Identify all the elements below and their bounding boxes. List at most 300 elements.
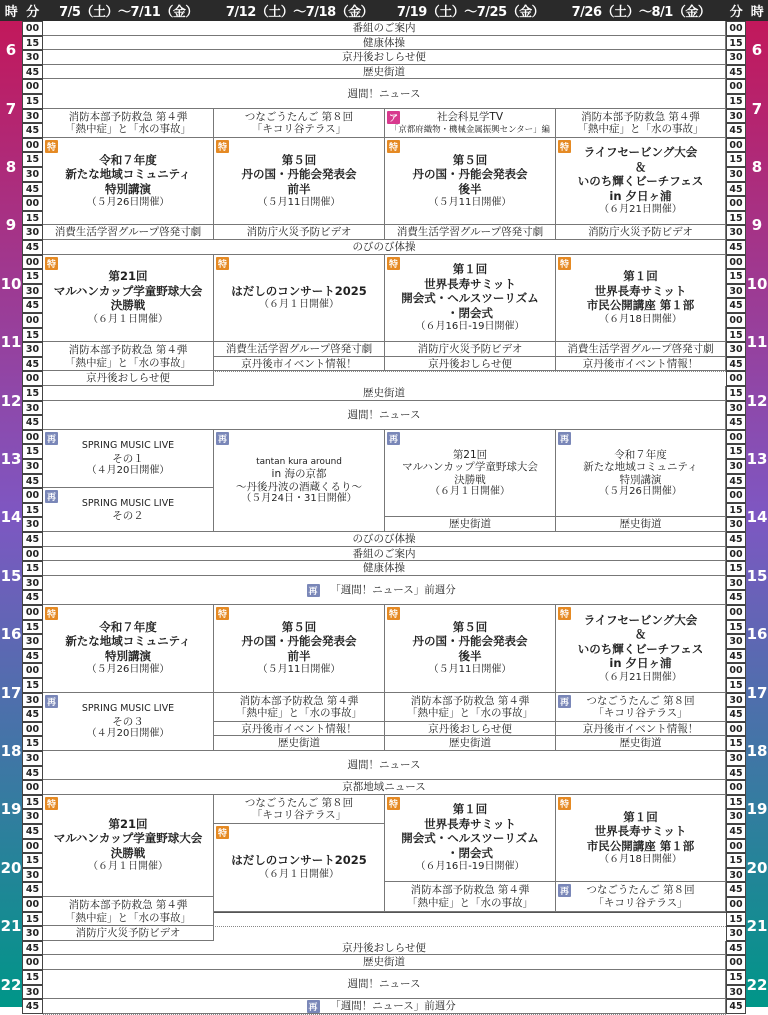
- minute-label: 00: [726, 430, 746, 445]
- program-text: [43, 548, 725, 561]
- minute-label: 30: [726, 576, 746, 591]
- minute-label: 15: [22, 269, 43, 284]
- program-title: SPRING MUSIC LIVE: [81, 497, 175, 509]
- program-line: 「熱中症」と「水の事故」: [65, 123, 191, 136]
- minute-label: 00: [726, 138, 746, 153]
- program-block[interactable]: [385, 736, 556, 751]
- program-line: 丹の国・丹能会発表会: [241, 167, 357, 182]
- program-text: [214, 723, 384, 736]
- program-block[interactable]: [43, 36, 726, 51]
- special-badge-icon: 特: [216, 826, 229, 839]
- minute-label: 00: [22, 313, 43, 328]
- program-title: 消防庁火災予防ビデオ: [417, 343, 523, 356]
- program-block[interactable]: [385, 693, 556, 722]
- hour-label: 14: [0, 508, 22, 527]
- program-block[interactable]: [385, 357, 556, 372]
- special-badge-icon: 特: [45, 607, 58, 620]
- minute-label: 15: [726, 503, 746, 518]
- program-block[interactable]: [214, 736, 385, 751]
- minute-label: 45: [726, 532, 746, 547]
- program-line: （６月18日開催）: [599, 854, 682, 866]
- program-block[interactable]: [214, 824, 385, 912]
- hour-label: 22: [746, 975, 768, 994]
- program-line: in 夕日ヶ浦: [609, 188, 672, 203]
- special-badge-icon: 特: [45, 797, 58, 810]
- minute-label: 00: [22, 79, 43, 94]
- minute-label: 45: [22, 182, 43, 197]
- program-line: （６月18日開催）: [599, 313, 682, 325]
- program-title: 消防本部予防救急 第４弾: [239, 694, 359, 707]
- hour-label: 17: [0, 683, 22, 702]
- program-block[interactable]: [43, 430, 214, 488]
- minute-label: 15: [22, 795, 43, 810]
- program-line: 新たな地域コミュニティ: [65, 634, 191, 649]
- program-line: 「キコリ谷テラス」: [251, 123, 347, 136]
- header-minute: 分: [22, 0, 43, 21]
- minute-label: 30: [726, 809, 746, 824]
- program-block[interactable]: [385, 882, 556, 911]
- program-text: [43, 269, 213, 327]
- program-block[interactable]: [214, 605, 385, 693]
- program-block[interactable]: [43, 547, 726, 562]
- program-line: いのち輝くビーチフェス: [577, 174, 704, 189]
- minute-label: 15: [22, 152, 43, 167]
- program-text: [43, 226, 213, 239]
- minute-label: 45: [22, 240, 43, 255]
- minute-label: 15: [22, 36, 43, 51]
- special-badge-icon: 特: [45, 257, 58, 270]
- program-line: 後半: [458, 181, 482, 196]
- rerun-badge-icon: 再: [387, 432, 400, 445]
- program-block[interactable]: [214, 722, 385, 737]
- program-line: 「キコリ谷テラス」: [251, 809, 347, 822]
- program-title: 第５回: [281, 152, 317, 167]
- program-title: はだしのコンサート2025: [231, 853, 367, 868]
- minute-label: 45: [22, 707, 43, 722]
- minute-label: 00: [22, 430, 43, 445]
- program-line: in 夕日ヶ浦: [609, 656, 672, 671]
- minute-label: 15: [726, 328, 746, 343]
- program-line: （６月16日-19日開催）: [415, 861, 525, 873]
- minute-label: 45: [22, 415, 43, 430]
- program-block[interactable]: [214, 693, 385, 722]
- program-title: 令和７年度: [614, 448, 667, 461]
- program-text: [214, 343, 384, 356]
- program-block[interactable]: [556, 430, 726, 518]
- program-line: 市民公開講座 第１部: [586, 838, 695, 853]
- program-block[interactable]: [43, 751, 726, 780]
- program-text: [385, 449, 555, 499]
- hour-label: 10: [0, 274, 22, 293]
- hour-label: 11: [0, 333, 22, 352]
- program-block[interactable]: [43, 240, 726, 255]
- program-block[interactable]: [385, 605, 556, 693]
- minute-label: 30: [22, 225, 43, 240]
- program-text: [43, 51, 725, 64]
- program-block[interactable]: [385, 138, 556, 226]
- header-week-3: 7/19（土）～7/25（金）: [385, 0, 556, 21]
- program-title: 歴史街道: [278, 737, 320, 750]
- program-text: [556, 613, 725, 686]
- program-title: 歴史街道: [363, 387, 405, 400]
- program-title: つなごうたんご 第８回: [244, 110, 354, 123]
- program-line: （５月26日開催）: [86, 664, 170, 676]
- program-title: 第１回: [452, 262, 488, 277]
- program-title: 健康体操: [363, 36, 405, 49]
- program-block[interactable]: [43, 109, 214, 138]
- program-line: 新たな地域コミュニティ: [65, 167, 191, 182]
- special-badge-icon: 特: [387, 797, 400, 810]
- program-text: [385, 802, 555, 875]
- program-block[interactable]: [556, 882, 726, 911]
- program-text: [385, 518, 555, 531]
- header-minute-right: 分: [726, 0, 746, 21]
- program-title: 消防庁火災予防ビデオ: [246, 226, 352, 239]
- program-title: 消防本部予防救急 第４弾: [68, 344, 188, 357]
- program-block[interactable]: [43, 50, 726, 65]
- program-title: 消防本部予防救急 第４弾: [410, 884, 530, 897]
- minute-label: 30: [22, 809, 43, 824]
- minute-label: 00: [726, 79, 746, 94]
- program-block[interactable]: [43, 342, 214, 371]
- program-title: つなごうたんご 第８回: [244, 796, 354, 809]
- program-title: 「週間！ニュース」前週分: [330, 584, 456, 597]
- program-block[interactable]: [43, 576, 726, 605]
- program-line: ＆: [634, 159, 647, 174]
- program-block[interactable]: [214, 795, 385, 824]
- program-block[interactable]: [556, 225, 726, 240]
- program-block[interactable]: [43, 65, 726, 80]
- minute-label: 45: [22, 999, 43, 1014]
- program-text: [43, 22, 725, 35]
- header-week-1: 7/5（土）～7/11（金）: [43, 0, 214, 21]
- program-text: [385, 343, 555, 356]
- minute-label: 15: [726, 678, 746, 693]
- program-block[interactable]: [43, 780, 726, 795]
- minute-label: 30: [22, 50, 43, 65]
- program-line: （６月１日開催）: [259, 299, 339, 311]
- program-title: 消防本部予防救急 第４弾: [68, 110, 188, 123]
- minute-label: 45: [22, 882, 43, 897]
- minute-label: 00: [22, 21, 43, 36]
- program-block[interactable]: [385, 342, 556, 357]
- program-text: [556, 226, 725, 239]
- program-block[interactable]: [556, 605, 726, 693]
- minute-label: 15: [22, 561, 43, 576]
- program-line: ・閉会式: [447, 305, 493, 320]
- program-text: [556, 449, 725, 499]
- program-block[interactable]: [214, 109, 385, 138]
- program-block[interactable]: [556, 255, 726, 343]
- program-block[interactable]: [214, 255, 385, 343]
- program-line: 世界長寿サミット: [594, 824, 687, 839]
- program-text: [43, 781, 725, 794]
- program-text: [556, 884, 725, 909]
- rerun-badge-icon: 再: [45, 695, 58, 708]
- program-block[interactable]: [385, 430, 556, 518]
- minute-label: 00: [726, 605, 746, 620]
- program-line: 世界長寿サミット: [594, 283, 687, 298]
- header-week-2: 7/12（土）～7/18（金）: [214, 0, 385, 21]
- program-title: 京丹後おしらせ便: [86, 372, 170, 385]
- program-text: [385, 723, 555, 736]
- program-text: [43, 37, 725, 50]
- program-line: 開会式・ヘルスツーリズム: [401, 291, 539, 306]
- minute-label: 15: [726, 94, 746, 109]
- program-title: 消防本部予防救急 第４弾: [410, 694, 530, 707]
- minute-label: 00: [726, 780, 746, 795]
- minute-label: 00: [726, 547, 746, 562]
- program-block[interactable]: [43, 371, 214, 386]
- minute-label: 30: [22, 985, 43, 1000]
- program-line: 前半: [287, 648, 311, 663]
- program-block[interactable]: [43, 225, 214, 240]
- program-line: 特別講演: [619, 473, 662, 486]
- program-line: （６月１日開催）: [430, 486, 510, 498]
- minute-label: 45: [726, 415, 746, 430]
- program-title: 消防庁火災予防ビデオ: [75, 927, 181, 940]
- program-title: 第１回: [623, 809, 658, 824]
- program-block[interactable]: [43, 693, 214, 751]
- program-text: [556, 518, 725, 531]
- program-title: 京都地域ニュース: [342, 781, 426, 794]
- minute-label: 15: [726, 620, 746, 635]
- program-block[interactable]: [43, 488, 214, 532]
- program-block[interactable]: [556, 693, 726, 722]
- program-text: [214, 797, 384, 822]
- program-title: ライフセービング大会: [583, 612, 698, 627]
- program-text: [556, 737, 725, 750]
- program-line: 「熱中症」と「水の事故」: [407, 707, 533, 720]
- program-block[interactable]: [43, 386, 726, 401]
- program-line: 「熱中症」と「水の事故」: [236, 707, 362, 720]
- program-text: [43, 978, 725, 991]
- program-block[interactable]: [43, 138, 214, 226]
- program-line: 丹の国・丹能会発表会: [241, 634, 357, 649]
- minute-label: 45: [22, 123, 43, 138]
- program-block[interactable]: [43, 795, 214, 897]
- hour-label: 15: [746, 566, 768, 585]
- minute-label: 00: [22, 547, 43, 562]
- minute-label: 00: [726, 488, 746, 503]
- minute-label: 00: [726, 255, 746, 270]
- minute-label: 45: [22, 298, 43, 313]
- minute-label: 00: [22, 780, 43, 795]
- minute-label: 30: [22, 868, 43, 883]
- program-title: 消費生活学習グループ啓発寸劇: [54, 226, 202, 239]
- special-badge-icon: 特: [558, 607, 571, 620]
- program-title: SPRING MUSIC LIVE: [81, 703, 175, 715]
- rerun-badge-icon: 再: [45, 432, 58, 445]
- program-line: ～丹後丹波の酒蔵くるり～: [236, 480, 362, 493]
- program-title: SPRING MUSIC LIVE: [81, 440, 175, 452]
- program-block[interactable]: [43, 897, 214, 926]
- minute-label: 15: [726, 269, 746, 284]
- program-line: 特別講演: [105, 648, 151, 663]
- program-block[interactable]: [43, 941, 726, 956]
- minute-label: 15: [22, 94, 43, 109]
- program-title: つなごうたんご 第８回: [586, 694, 695, 707]
- program-title: 歴史街道: [449, 518, 491, 531]
- program-title: 週間！ニュース: [347, 978, 421, 991]
- program-block[interactable]: [556, 357, 726, 372]
- program-text: [214, 284, 384, 313]
- program-text: [556, 343, 725, 356]
- minute-label: 00: [22, 722, 43, 737]
- minute-label: 30: [726, 342, 746, 357]
- program-title: のびのび体操: [352, 533, 416, 546]
- program-block[interactable]: [556, 795, 726, 883]
- minute-label: 45: [22, 766, 43, 781]
- program-line: 開会式・ヘルスツーリズム: [401, 831, 539, 846]
- minute-label: 30: [22, 109, 43, 124]
- program-block[interactable]: [43, 605, 214, 693]
- rerun-badge-icon: 再: [558, 695, 571, 708]
- minute-label: 30: [22, 926, 43, 941]
- program-block[interactable]: [385, 109, 556, 138]
- program-title: tantan kura around: [256, 456, 342, 467]
- program-line: （４月20日開催）: [86, 465, 170, 477]
- program-text: [43, 440, 213, 478]
- program-block[interactable]: [385, 255, 556, 343]
- program-title: 京丹後おしらせ便: [428, 722, 512, 735]
- program-text: [214, 226, 384, 239]
- program-block[interactable]: [43, 999, 726, 1014]
- minute-label: 15: [726, 152, 746, 167]
- program-block[interactable]: [214, 225, 385, 240]
- program-line: 「熱中症」と「水の事故」: [407, 896, 533, 909]
- program-block[interactable]: [43, 955, 726, 970]
- program-text: [214, 620, 384, 678]
- program-text: [43, 387, 725, 400]
- program-text: [556, 358, 725, 371]
- program-text: [385, 226, 555, 239]
- special-badge-icon: 特: [558, 797, 571, 810]
- program-line: ・閉会式: [447, 845, 493, 860]
- minute-label: 45: [22, 824, 43, 839]
- program-text: [43, 372, 213, 385]
- program-block[interactable]: [43, 532, 726, 547]
- program-line: 丹の国・丹能会発表会: [412, 167, 528, 182]
- program-text: [43, 498, 213, 523]
- hour-label: 8: [751, 157, 763, 176]
- header-hour-right: 時: [746, 0, 768, 21]
- program-block[interactable]: [385, 517, 556, 532]
- program-block[interactable]: [214, 342, 385, 357]
- program-title: 京丹後市イベント情報！: [582, 357, 699, 370]
- special-badge-icon: 特: [387, 140, 400, 153]
- minute-label: 45: [726, 999, 746, 1014]
- special-badge-icon: 特: [216, 257, 229, 270]
- program-block[interactable]: [43, 21, 726, 36]
- program-text: [385, 884, 555, 909]
- minute-label: 15: [22, 620, 43, 635]
- program-block[interactable]: [556, 342, 726, 357]
- minute-label: 45: [726, 474, 746, 489]
- program-title: 消費生活学習グループ啓発寸劇: [567, 343, 714, 356]
- hour-label: 14: [746, 508, 768, 527]
- minute-label: 00: [726, 722, 746, 737]
- minute-label: 45: [726, 590, 746, 605]
- hour-label: 22: [0, 975, 22, 994]
- program-line: マルハンカップ学童野球大会: [53, 831, 203, 846]
- program-block[interactable]: [214, 357, 385, 372]
- program-block[interactable]: [43, 970, 726, 999]
- minute-label: 15: [22, 736, 43, 751]
- hour-label: 18: [0, 741, 22, 760]
- rerun-badge-icon: 再: [307, 584, 320, 597]
- program-title: 第21回: [108, 269, 148, 284]
- program-line: 「キコリ谷テラス」: [593, 896, 688, 909]
- program-line: （５月11日開催）: [257, 197, 341, 209]
- program-block[interactable]: [385, 722, 556, 737]
- program-title: 歴史街道: [619, 518, 662, 531]
- minute-label: 30: [726, 167, 746, 182]
- program-line: 決勝戦: [454, 473, 486, 486]
- minute-label: 00: [22, 955, 43, 970]
- program-text: [214, 695, 384, 720]
- program-title: 消防庁火災予防ビデオ: [588, 226, 693, 239]
- program-block[interactable]: [43, 561, 726, 576]
- program-text: [43, 111, 213, 136]
- program-text: [385, 111, 555, 136]
- program-block[interactable]: [556, 722, 726, 737]
- hour-label: 16: [746, 625, 768, 644]
- program-title: 消防本部予防救急 第４弾: [68, 899, 188, 912]
- minute-label: 15: [726, 795, 746, 810]
- minute-label: 15: [22, 328, 43, 343]
- special-badge-icon: 特: [387, 257, 400, 270]
- minute-label: 30: [22, 342, 43, 357]
- minute-label: 30: [726, 926, 746, 941]
- minute-label: 15: [726, 912, 746, 927]
- minute-label: 00: [22, 897, 43, 912]
- header-hour: 時: [0, 0, 22, 21]
- program-line: 丹の国・丹能会発表会: [412, 634, 528, 649]
- program-text: [214, 853, 384, 882]
- program-title: 京丹後おしらせ便: [342, 51, 426, 64]
- hour-label: 20: [0, 858, 22, 877]
- program-title: 消防本部予防救急 第４弾: [581, 110, 700, 123]
- program-block[interactable]: [214, 138, 385, 226]
- program-block[interactable]: [556, 736, 726, 751]
- program-block[interactable]: [214, 430, 385, 532]
- hour-label: 15: [0, 566, 22, 585]
- program-block[interactable]: [385, 795, 556, 883]
- minute-label: 00: [726, 313, 746, 328]
- program-line: （６月１日開催）: [88, 313, 168, 325]
- minute-label: 00: [22, 663, 43, 678]
- program-line: （６月16日-19日開催）: [415, 321, 525, 333]
- program-block[interactable]: [43, 926, 214, 941]
- program-block[interactable]: [43, 401, 726, 430]
- program-title: 第21回: [108, 816, 148, 831]
- program-block[interactable]: [43, 255, 214, 343]
- program-block[interactable]: [556, 517, 726, 532]
- program-block[interactable]: [556, 138, 726, 226]
- minute-label: 15: [22, 970, 43, 985]
- rerun-badge-icon: 再: [216, 432, 229, 445]
- hour-label: 21: [746, 917, 768, 936]
- program-title: 京丹後市イベント情報！: [241, 722, 357, 735]
- minute-label: 45: [726, 182, 746, 197]
- program-block[interactable]: [556, 109, 726, 138]
- program-line: （６月１日開催）: [259, 868, 339, 880]
- minute-label: 00: [22, 839, 43, 854]
- program-block[interactable]: [385, 225, 556, 240]
- program-line: 「キコリ谷テラス」: [593, 707, 688, 720]
- program-block[interactable]: [43, 79, 726, 108]
